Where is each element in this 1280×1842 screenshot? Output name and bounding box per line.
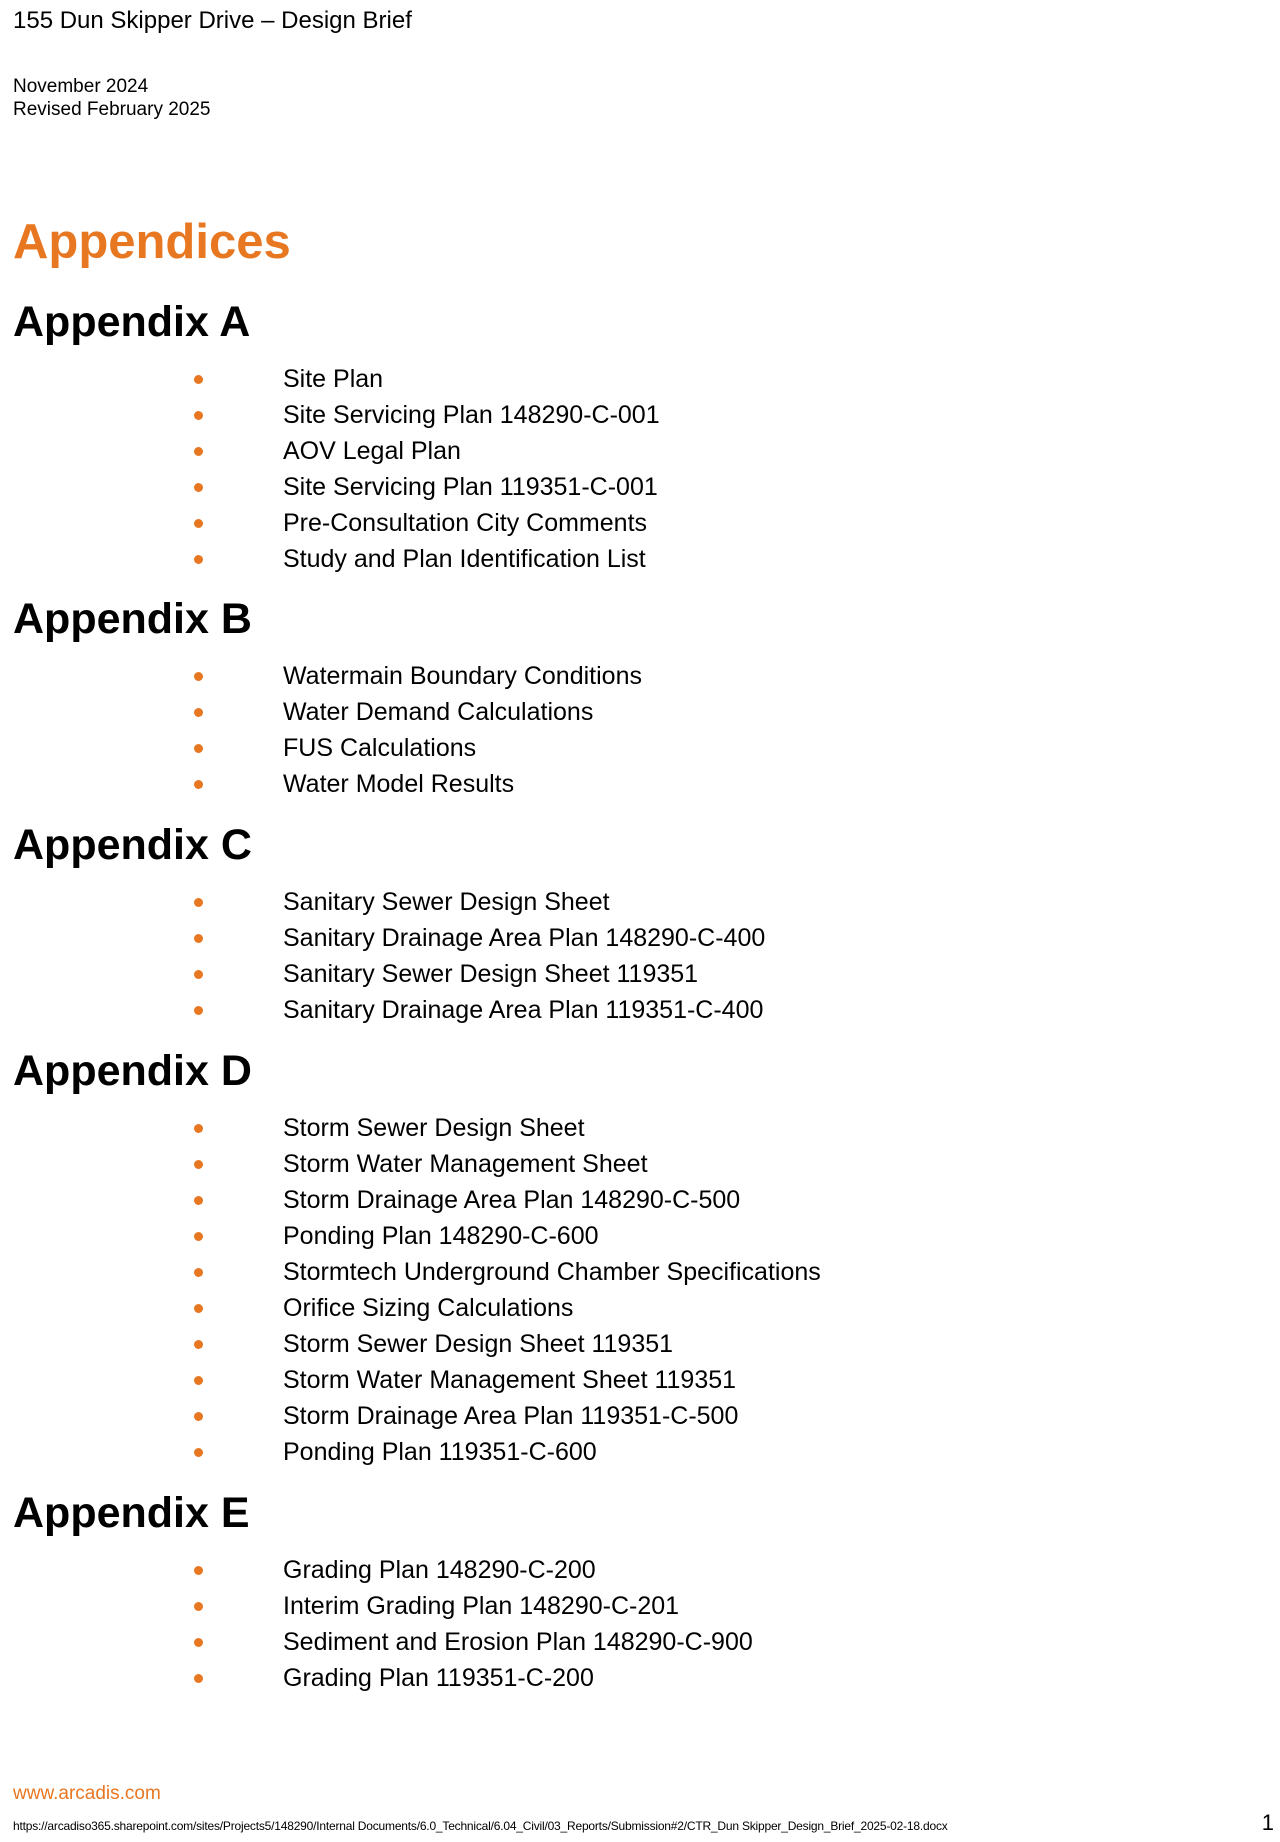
revised-date: Revised February 2025 [13, 99, 211, 120]
bullet-icon [194, 519, 203, 528]
bullet-icon [194, 1638, 203, 1647]
list-item: Storm Drainage Area Plan 119351-C-500 [0, 1398, 1280, 1434]
bullet-icon [194, 1268, 203, 1277]
appendix-b-title: Appendix B [13, 595, 252, 643]
list-item: Watermain Boundary Conditions [0, 658, 1280, 694]
bullet-icon [194, 1448, 203, 1457]
list-item: Study and Plan Identification List [0, 541, 1280, 577]
appendix-e-list [0, 1552, 1280, 1696]
list-item: Sanitary Sewer Design Sheet [0, 884, 1280, 920]
list-item: Ponding Plan 148290-C-600 [0, 1218, 1280, 1254]
bullet-icon [194, 1006, 203, 1015]
appendix-c-title: Appendix C [13, 821, 252, 869]
list-item: Interim Grading Plan 148290-C-201 [0, 1588, 1280, 1624]
appendix-d-list [0, 1110, 1280, 1470]
list-item: Storm Sewer Design Sheet [0, 1110, 1280, 1146]
list-item: Storm Water Management Sheet 119351 [0, 1362, 1280, 1398]
bullet-icon [194, 970, 203, 979]
list-item: Sanitary Drainage Area Plan 119351-C-400 [0, 992, 1280, 1028]
list-item: Site Servicing Plan 119351-C-001 [0, 469, 1280, 505]
bullet-icon [194, 1124, 203, 1133]
bullet-icon [194, 1196, 203, 1205]
list-item: Orifice Sizing Calculations [0, 1290, 1280, 1326]
list-item: Sanitary Drainage Area Plan 148290-C-400 [0, 920, 1280, 956]
bullet-icon [194, 1340, 203, 1349]
bullet-icon [194, 1304, 203, 1313]
footer-file-path: https://arcadiso365.sharepoint.com/sites/Projects5/148290/Internal Documents/6.0_Technical/6.04_Civil/03_Reports/Submission#2/CTR_Dun Skipper_Design_Brief_2025-02-18.docx [13, 1819, 948, 1833]
bullet-icon [194, 1376, 203, 1385]
bullet-icon [194, 780, 203, 789]
list-item: Stormtech Underground Chamber Specifications [0, 1254, 1280, 1290]
appendix-d-title: Appendix D [13, 1047, 252, 1095]
list-item: Grading Plan 148290-C-200 [0, 1552, 1280, 1588]
list-item: Ponding Plan 119351-C-600 [0, 1434, 1280, 1470]
bullet-icon [194, 898, 203, 907]
bullet-icon [194, 1412, 203, 1421]
list-item: Storm Sewer Design Sheet 119351 [0, 1326, 1280, 1362]
footer-website-link[interactable]: www.arcadis.com [13, 1783, 161, 1804]
bullet-icon [194, 447, 203, 456]
bullet-icon [194, 672, 203, 681]
bullet-icon [194, 1566, 203, 1575]
bullet-icon [194, 375, 203, 384]
list-item: Grading Plan 119351-C-200 [0, 1660, 1280, 1696]
bullet-icon [194, 744, 203, 753]
appendix-c-list [0, 884, 1280, 1028]
bullet-icon [194, 411, 203, 420]
bullet-icon [194, 708, 203, 717]
list-item: AOV Legal Plan [0, 433, 1280, 469]
bullet-icon [194, 1674, 203, 1683]
list-item: Water Model Results [0, 766, 1280, 802]
appendix-a-title: Appendix A [13, 298, 251, 346]
list-item: Pre-Consultation City Comments [0, 505, 1280, 541]
list-item: Sediment and Erosion Plan 148290-C-900 [0, 1624, 1280, 1660]
document-dates [13, 75, 211, 121]
list-item: Site Plan [0, 361, 1280, 397]
appendix-a-list [0, 361, 1280, 577]
appendix-b-list [0, 658, 1280, 802]
bullet-icon [194, 1160, 203, 1169]
appendices-heading: Appendices [13, 215, 291, 269]
document-title: 155 Dun Skipper Drive – Design Brief [13, 7, 412, 34]
list-item: Sanitary Sewer Design Sheet 119351 [0, 956, 1280, 992]
bullet-icon [194, 483, 203, 492]
bullet-icon [194, 1602, 203, 1611]
list-item: Site Servicing Plan 148290-C-001 [0, 397, 1280, 433]
list-item: Storm Drainage Area Plan 148290-C-500 [0, 1182, 1280, 1218]
page-number: 1 [1261, 1810, 1274, 1835]
list-item: FUS Calculations [0, 730, 1280, 766]
bullet-icon [194, 555, 203, 564]
bullet-icon [194, 1232, 203, 1241]
list-item: Storm Water Management Sheet [0, 1146, 1280, 1182]
document-date: November 2024 [13, 76, 149, 97]
appendix-e-title: Appendix E [13, 1489, 250, 1537]
bullet-icon [194, 934, 203, 943]
list-item: Water Demand Calculations [0, 694, 1280, 730]
